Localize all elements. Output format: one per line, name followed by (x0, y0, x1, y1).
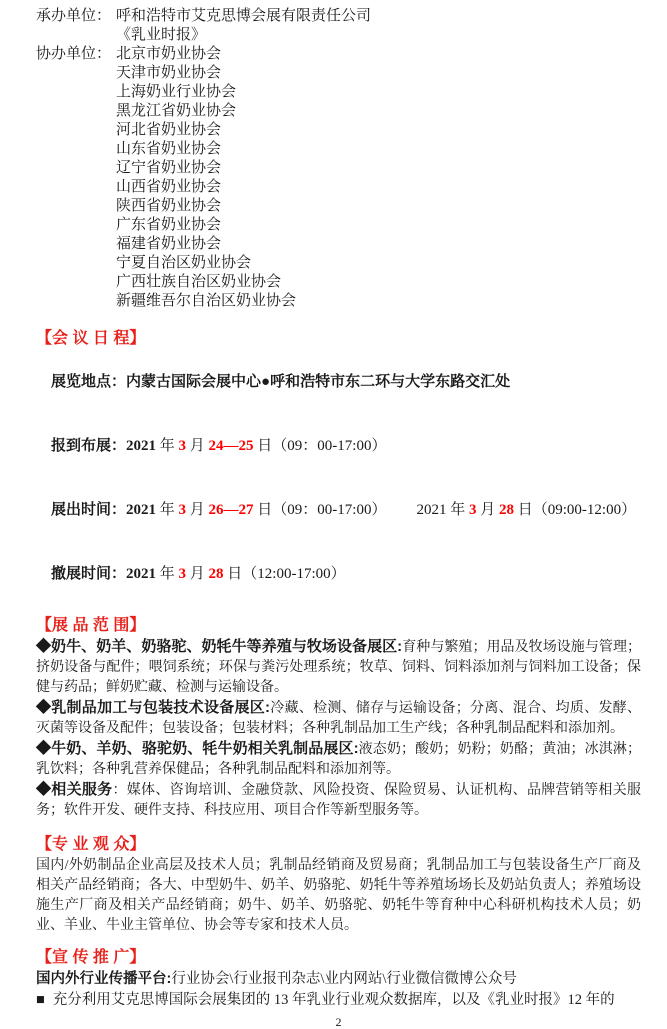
promotion-platform-value: 行业协会\行业报刊杂志\业内网站\行业微信微博公众号 (171, 971, 517, 987)
exhibit-month: 3 (178, 502, 187, 518)
checkin-month: 3 (178, 438, 187, 454)
co-organizer-spacer (36, 235, 116, 254)
co-organizer-name: 河北省奶业协会 (116, 122, 222, 138)
co-organizer-name: 陕西省奶业协会 (116, 198, 222, 214)
checkin-label: 报到布展： (51, 437, 127, 454)
organizer-row (36, 83, 641, 102)
organizer-row (36, 7, 641, 26)
co-organizer-spacer (36, 102, 116, 121)
teardown-year: 2021 (126, 566, 157, 582)
venue-label: 展览地点： (51, 373, 127, 390)
audience-body: 国内/外奶制品企业高层及技术人员；乳制品经销商及贸易商；乳制品加工与包装设备生产厂商及相关产品经销商；各大、中型奶牛、奶羊、奶骆驼、奶牦牛等养殖场场长及奶站负责人；养殖场设施生产厂商及相关产品经销商；奶牛、奶羊、奶骆驼、奶牦牛等育种中心科研机构技术人员；奶业、羊业、牛业主管单位、协会等专家和技术人员。 (36, 858, 641, 933)
promotion-bullet-line (36, 990, 641, 1011)
exhibit-time-line (36, 478, 641, 542)
exhibit-time2: 日（09:00-12:00） (514, 502, 637, 518)
organizer-row (36, 216, 641, 235)
exhibit-category-lead: ◆牛奶、羊奶、骆驼奶、牦牛奶相关乳制品展区: (36, 740, 359, 757)
organizer-row (36, 140, 641, 159)
exhibit-category (36, 739, 641, 780)
checkin-year-unit: 年 (156, 438, 179, 454)
exhibit-month2-unit: 月 (476, 502, 499, 518)
exhibit-category-lead: ◆乳制品加工与包装技术设备展区: (36, 699, 271, 716)
checkin-line (36, 414, 641, 478)
exhibit-day2: 28 (499, 502, 514, 518)
organizer-row (36, 254, 641, 273)
teardown-day: 28 (208, 566, 224, 582)
organizer-row (36, 178, 641, 197)
organizer-row (36, 102, 641, 121)
co-organizer-spacer (36, 121, 116, 140)
promotion-platform-label: 国内外行业传播平台: (36, 971, 172, 987)
organizer-row (36, 64, 641, 83)
organizer-row (36, 45, 641, 64)
co-organizer-spacer (36, 178, 116, 197)
organizer-row (36, 273, 641, 292)
exhibit-category (36, 698, 641, 739)
co-organizer-spacer (36, 64, 116, 83)
host-name: 《乳业时报》 (116, 27, 207, 43)
checkin-year: 2021 (126, 438, 157, 454)
section-heading-audience: 【专 业 观 众】 (36, 836, 146, 853)
co-organizer-name: 广东省奶业协会 (116, 217, 222, 233)
exhibit-category (36, 780, 641, 821)
co-organizer-name: 新疆维吾尔自治区奶业协会 (116, 293, 297, 309)
section-heading-schedule: 【会 议 日 程】 (36, 330, 146, 347)
co-organizer-name: 宁夏自治区奶业协会 (116, 255, 252, 271)
exhibit-time: 日（09：00-17:00） (253, 502, 387, 518)
teardown-year-unit: 年 (156, 566, 179, 582)
exhibit-days: 26—27 (208, 502, 254, 518)
page-number: 2 (335, 1015, 342, 1029)
co-organizer-spacer (36, 254, 116, 273)
organizer-block (36, 7, 641, 311)
promotion-platform-line (36, 969, 641, 990)
organizer-row (36, 121, 641, 140)
organizer-row (36, 159, 641, 178)
co-organizer-spacer (36, 83, 116, 102)
exhibit-category-body: 冷藏、检测、储存与运输设备；分离、混合、均质、发酵、灭菌等设备及配件；包装设备；包装材料；各种乳制品加工生产线；各种乳制品配料和添加剂。 (36, 701, 642, 736)
exhibit-category-lead: ◆相关服务 (36, 781, 113, 798)
exhibit-month2: 3 (468, 502, 477, 518)
co-organizer-name: 黑龙江省奶业协会 (116, 103, 237, 119)
co-organizer-name: 山西省奶业协会 (116, 179, 222, 195)
host-name: 呼和浩特市艾克思博会展有限责任公司 (116, 8, 372, 24)
teardown-line (36, 542, 641, 606)
square-bullet-icon: ■ (36, 992, 45, 1008)
organizer-row (36, 197, 641, 216)
venue-line (36, 350, 641, 414)
co-organizer-label: 协办单位： (36, 46, 112, 62)
exhibit-month-unit: 月 (186, 502, 209, 518)
checkin-days: 24—25 (208, 438, 254, 454)
section-heading-exhibits: 【展 品 范 围】 (36, 617, 146, 634)
co-organizer-name: 福建省奶业协会 (116, 236, 222, 252)
exhibit-year: 2021 (126, 502, 157, 518)
organizer-row (36, 292, 641, 311)
co-organizer-name: 北京市奶业协会 (116, 46, 222, 62)
co-organizer-spacer (36, 292, 116, 311)
co-organizer-spacer (36, 273, 116, 292)
section-heading-promotion: 【宣 传 推 广】 (36, 949, 146, 966)
teardown-month: 3 (178, 566, 187, 582)
teardown-time: 日（12:00-17:00） (223, 566, 346, 582)
co-organizer-name: 辽宁省奶业协会 (116, 160, 222, 176)
exhibit-category-body: ：媒体、咨询培训、金融贷款、风险投资、保险贸易、认证机构、品牌营销等相关服务；软件开发、硬件支持、科技应用、项目合作等新型服务等。 (36, 783, 641, 818)
co-organizer-spacer (36, 216, 116, 235)
exhibit-year2: 2021 年 (416, 502, 469, 518)
exhibit-category-lead: ◆奶牛、奶羊、奶骆驼、奶牦牛等养殖与牧场设备展区: (36, 638, 403, 655)
co-organizer-name: 广西壮族自治区奶业协会 (116, 274, 282, 290)
exhibit-category (36, 637, 641, 698)
promotion-bullet-text: 充分利用艾克思博国际会展集团的 13 年乳业行业观众数据库，以及《乳业时报》12 年的 (52, 992, 615, 1008)
co-organizer-name: 天津市奶业协会 (116, 65, 222, 81)
venue-value: 内蒙古国际会展中心●呼和浩特市东二环与大学东路交汇处 (126, 373, 511, 390)
teardown-label: 撤展时间： (51, 565, 127, 582)
exhibit-time-label: 展出时间： (51, 501, 127, 518)
co-organizer-spacer (36, 159, 116, 178)
host-label-spacer (36, 26, 116, 45)
co-organizer-spacer (36, 140, 116, 159)
co-organizer-name: 山东省奶业协会 (116, 141, 222, 157)
organizer-row (36, 26, 641, 45)
checkin-time: 日（09：00-17:00） (253, 438, 387, 454)
host-label: 承办单位： (36, 8, 112, 24)
organizer-row (36, 235, 641, 254)
exhibit-category-body: 液态奶；酸奶；奶粉；奶酪；黄油；冰淇淋；乳饮料；各种乳营养保健品；各种乳制品配料和添加剂等。 (36, 742, 642, 777)
co-organizer-spacer (36, 197, 116, 216)
exhibit-year-unit: 年 (156, 502, 179, 518)
exhibit-category-body: 育种与繁殖；用品及牧场设施与管理；挤奶设备与配件；喂饲系统；环保与粪污处理系统；牧草、饲料、饲料添加剂与饲料加工设备；保健与药品；鲜奶贮藏、检测与运输设备。 (36, 640, 642, 695)
teardown-month-unit: 月 (186, 566, 209, 582)
checkin-month-unit: 月 (186, 438, 209, 454)
co-organizer-name: 上海奶业行业协会 (116, 84, 237, 100)
